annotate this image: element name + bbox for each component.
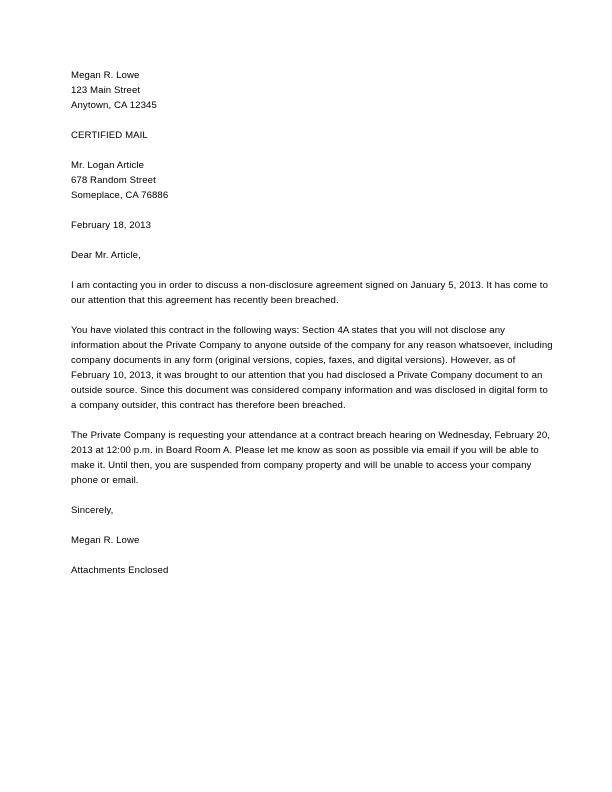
- signature-name: Megan R. Lowe: [71, 535, 140, 546]
- body-paragraph-3: The Private Company is requesting your attendance at a contract breach hearing on Wednesday, February 20, 2013 at 12:00 p.m. in Board Room A. Please let me know as soon as possible via email if you will be able to make it. Until then, you are suspended from company property and will be unable to access your company phone or email.: [71, 430, 551, 486]
- recipient-city-state-zip: Someplace, CA 76886: [71, 190, 169, 201]
- recipient-address-block: [71, 158, 553, 203]
- sender-street: 123 Main Street: [71, 85, 141, 96]
- closing: Sincerely,: [71, 505, 114, 516]
- mail-notation: CERTIFIED MAIL: [71, 130, 148, 141]
- sender-name: Megan R. Lowe: [71, 70, 140, 81]
- salutation-block: [71, 248, 553, 263]
- letter-date: February 18, 2013: [71, 220, 152, 231]
- closing-block: [71, 503, 553, 518]
- enclosure-notation: Attachments Enclosed: [71, 565, 169, 576]
- mail-notation-block: [71, 128, 553, 143]
- date-block: [71, 218, 553, 233]
- body-paragraph-2: You have violated this contract in the following ways: Section 4A states that you will not disclose any information about the Private Company to anyone outside of the company for any reason whatsoever, including company documents in any form (original versions, copies, faxes, and digital versions). However, as of February 10, 2013, it was brought to our attention that you had disclosed a Private Company document to an outside source. Since this document was considered company information and was disclosed in digital form to a company outsider, this contract has therefore been breached.: [71, 325, 553, 411]
- body-paragraph-3-block: [71, 428, 553, 488]
- body-paragraph-2-block: [71, 323, 553, 413]
- body-paragraph-1: I am contacting you in order to discuss a non-disclosure agreement signed on January 5, 2013. It has come to our attention that this agreement has recently been breached.: [71, 280, 548, 306]
- enclosure-block: [71, 563, 553, 578]
- signature-block: [71, 533, 553, 548]
- recipient-street: 678 Random Street: [71, 175, 156, 186]
- sender-city-state-zip: Anytown, CA 12345: [71, 100, 157, 111]
- body-paragraph-1-block: [71, 278, 553, 308]
- recipient-name: Mr. Logan Article: [71, 160, 145, 171]
- salutation: Dear Mr. Article,: [71, 250, 141, 261]
- letter-body: [71, 68, 553, 578]
- sender-address-block: [71, 68, 553, 113]
